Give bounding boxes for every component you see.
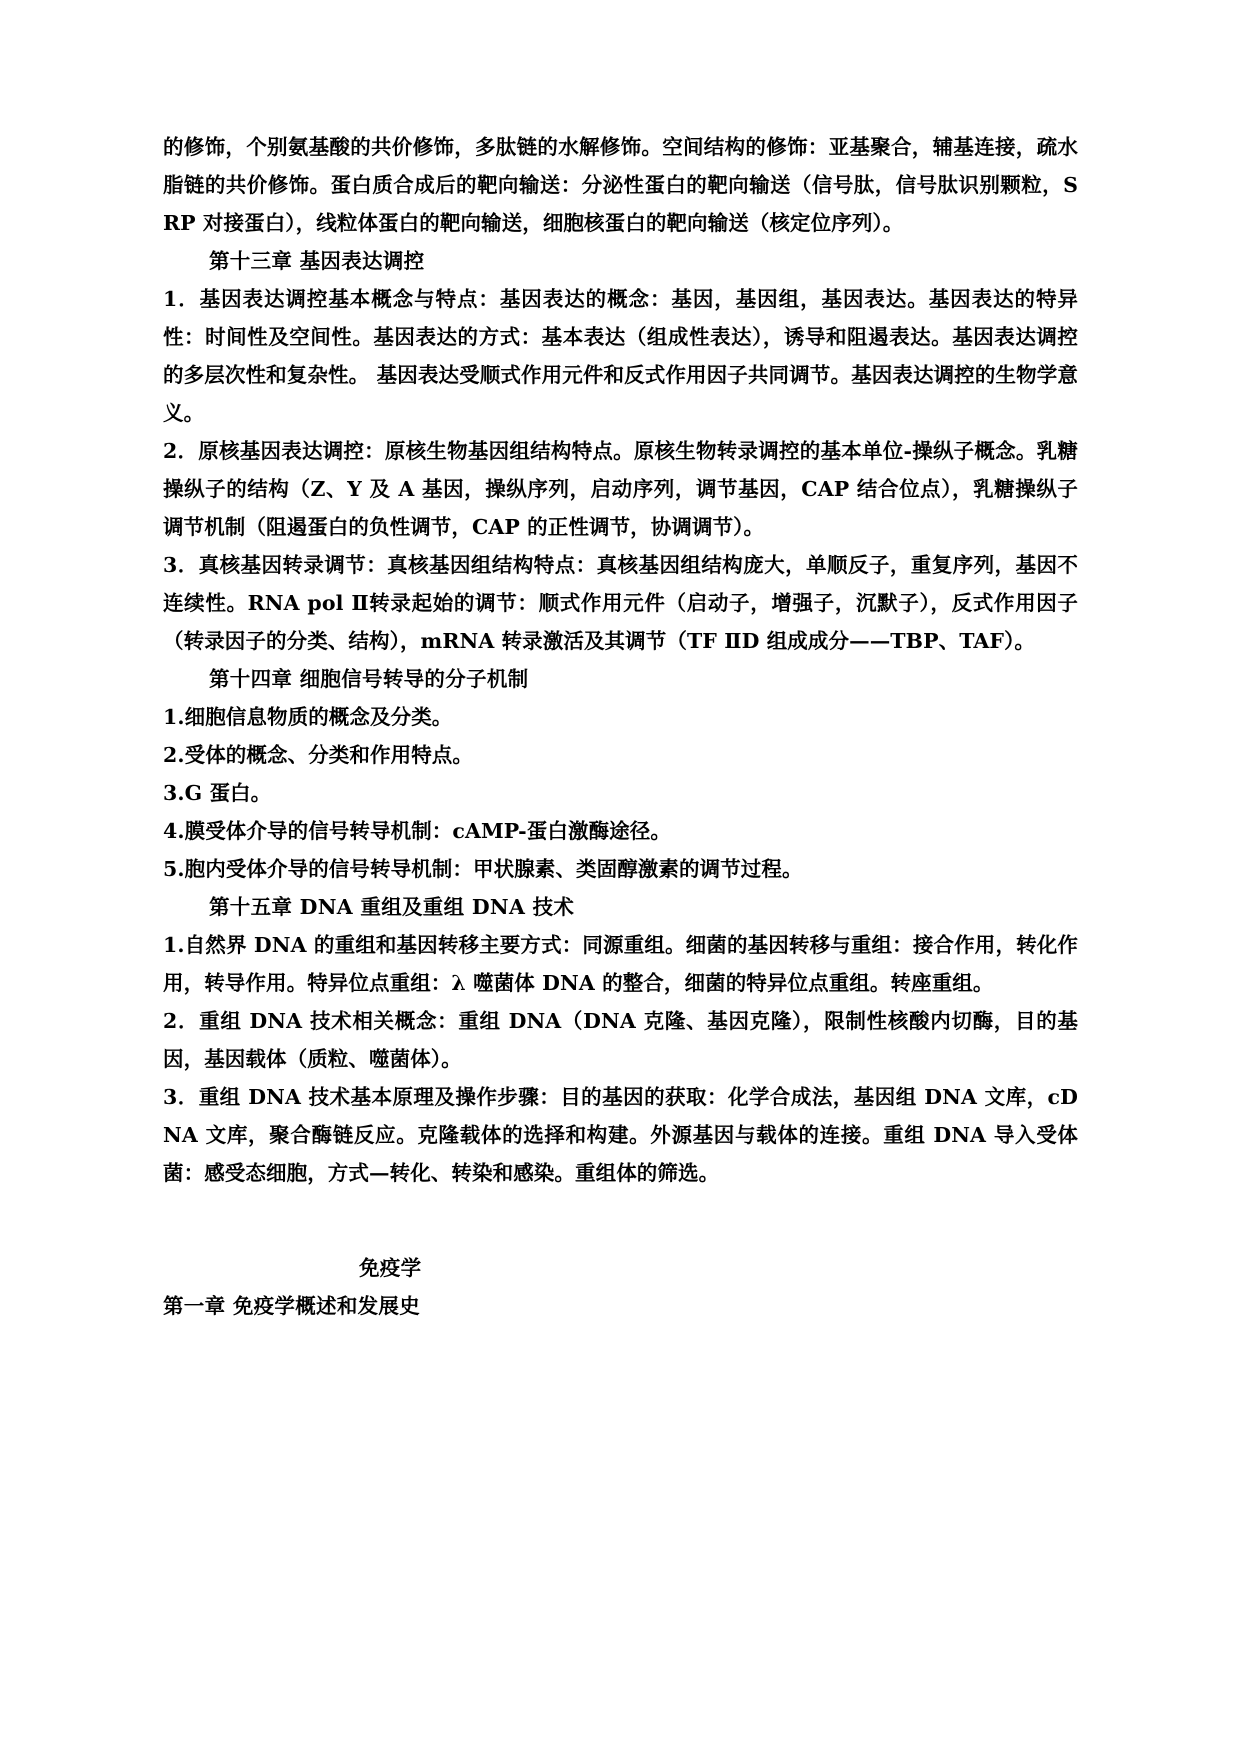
paragraph-protein-modification: 的修饰，个别氨基酸的共价修饰，多肽链的水解修饰。空间结构的修饰：亚基聚合，辅基连接，疏水脂链的共价修饰。蛋白质合成后的靶向输送：分泌性蛋白的靶向输送（信号肽，信号肽识别颗粒，SRP 对接蛋白），线粒体蛋白的靶向输送，细胞核蛋白的靶向输送（核定位序列）。 xyxy=(163,135,1078,235)
paragraph-15-2: 2．重组 DNA 技术相关概念：重组 DNA（DNA 克隆、基因克隆），限制性核酸内切酶，目的基因，基因载体（质粒、噬菌体）。 xyxy=(163,1009,1078,1071)
paragraph-15-3: 3．重组 DNA 技术基本原理及操作步骤：目的基因的获取：化学合成法，基因组 DNA 文库，cDNA 文库，聚合酶链反应。克隆载体的选择和构建。外源基因与载体的连接。重组 DNA 导入受体菌：感受态细胞，方式—转化、转染和感染。重组体的筛选。 xyxy=(163,1085,1078,1185)
chapter-heading-14: 第十四章 细胞信号转导的分子机制 xyxy=(209,667,529,691)
paragraph-14-4: 4.膜受体介导的信号转导机制：cAMP-蛋白激酶途径。 xyxy=(163,819,671,843)
paragraph-13-3: 3．真核基因转录调节：真核基因组结构特点：真核基因组结构庞大，单顺反子，重复序列，基因不连续性。RNA pol Ⅱ转录起始的调节：顺式作用元件（启动子，增强子，沉默子），反式作用因子（转录因子的分类、结构），mRNA 转录激活及其调节（TF ⅡD 组成成分——TBP、TAF）。 xyxy=(163,553,1078,653)
chapter-heading-immunology-1: 第一章 免疫学概述和发展史 xyxy=(163,1294,421,1318)
paragraph-14-5: 5.胞内受体介导的信号转导机制：甲状腺素、类固醇激素的调节过程。 xyxy=(163,857,803,881)
chapter-heading-13: 第十三章 基因表达调控 xyxy=(209,249,425,273)
paragraph-13-2: 2．原核基因表达调控：原核生物基因组结构特点。原核生物转录调控的基本单位-操纵子概念。乳糖操纵子的结构（Z、Y 及 A 基因，操纵序列，启动序列，调节基因，CAP 结合位点），乳糖操纵子调节机制（阻遏蛋白的负性调节，CAP 的正性调节，协调调节）。 xyxy=(163,439,1078,539)
section-gap-spacer xyxy=(163,1192,1078,1230)
paragraph-15-1: 1.自然界 DNA 的重组和基因转移主要方式：同源重组。细菌的基因转移与重组：接合作用，转化作用，转导作用。特异位点重组：λ 噬菌体 DNA 的整合，细菌的特异位点重组。转座重组。 xyxy=(163,933,1078,995)
paragraph-14-1: 1.细胞信息物质的概念及分类。 xyxy=(163,705,453,729)
section-title-immunology: 免疫学 xyxy=(359,1256,422,1280)
section-gap-spacer-half xyxy=(163,1230,1078,1249)
page-content xyxy=(163,128,1078,1325)
paragraph-14-3: 3.G 蛋白。 xyxy=(163,781,272,805)
paragraph-13-1: 1．基因表达调控基本概念与特点：基因表达的概念：基因，基因组，基因表达。基因表达的特异性：时间性及空间性。基因表达的方式：基本表达（组成性表达），诱导和阻遏表达。基因表达调控的多层次性和复杂性。 基因表达受顺式作用元件和反式作用因子共同调节。基因表达调控的生物学意义。 xyxy=(163,287,1078,425)
paragraph-14-2: 2.受体的概念、分类和作用特点。 xyxy=(163,743,473,767)
chapter-heading-15: 第十五章 DNA 重组及重组 DNA 技术 xyxy=(209,895,575,919)
